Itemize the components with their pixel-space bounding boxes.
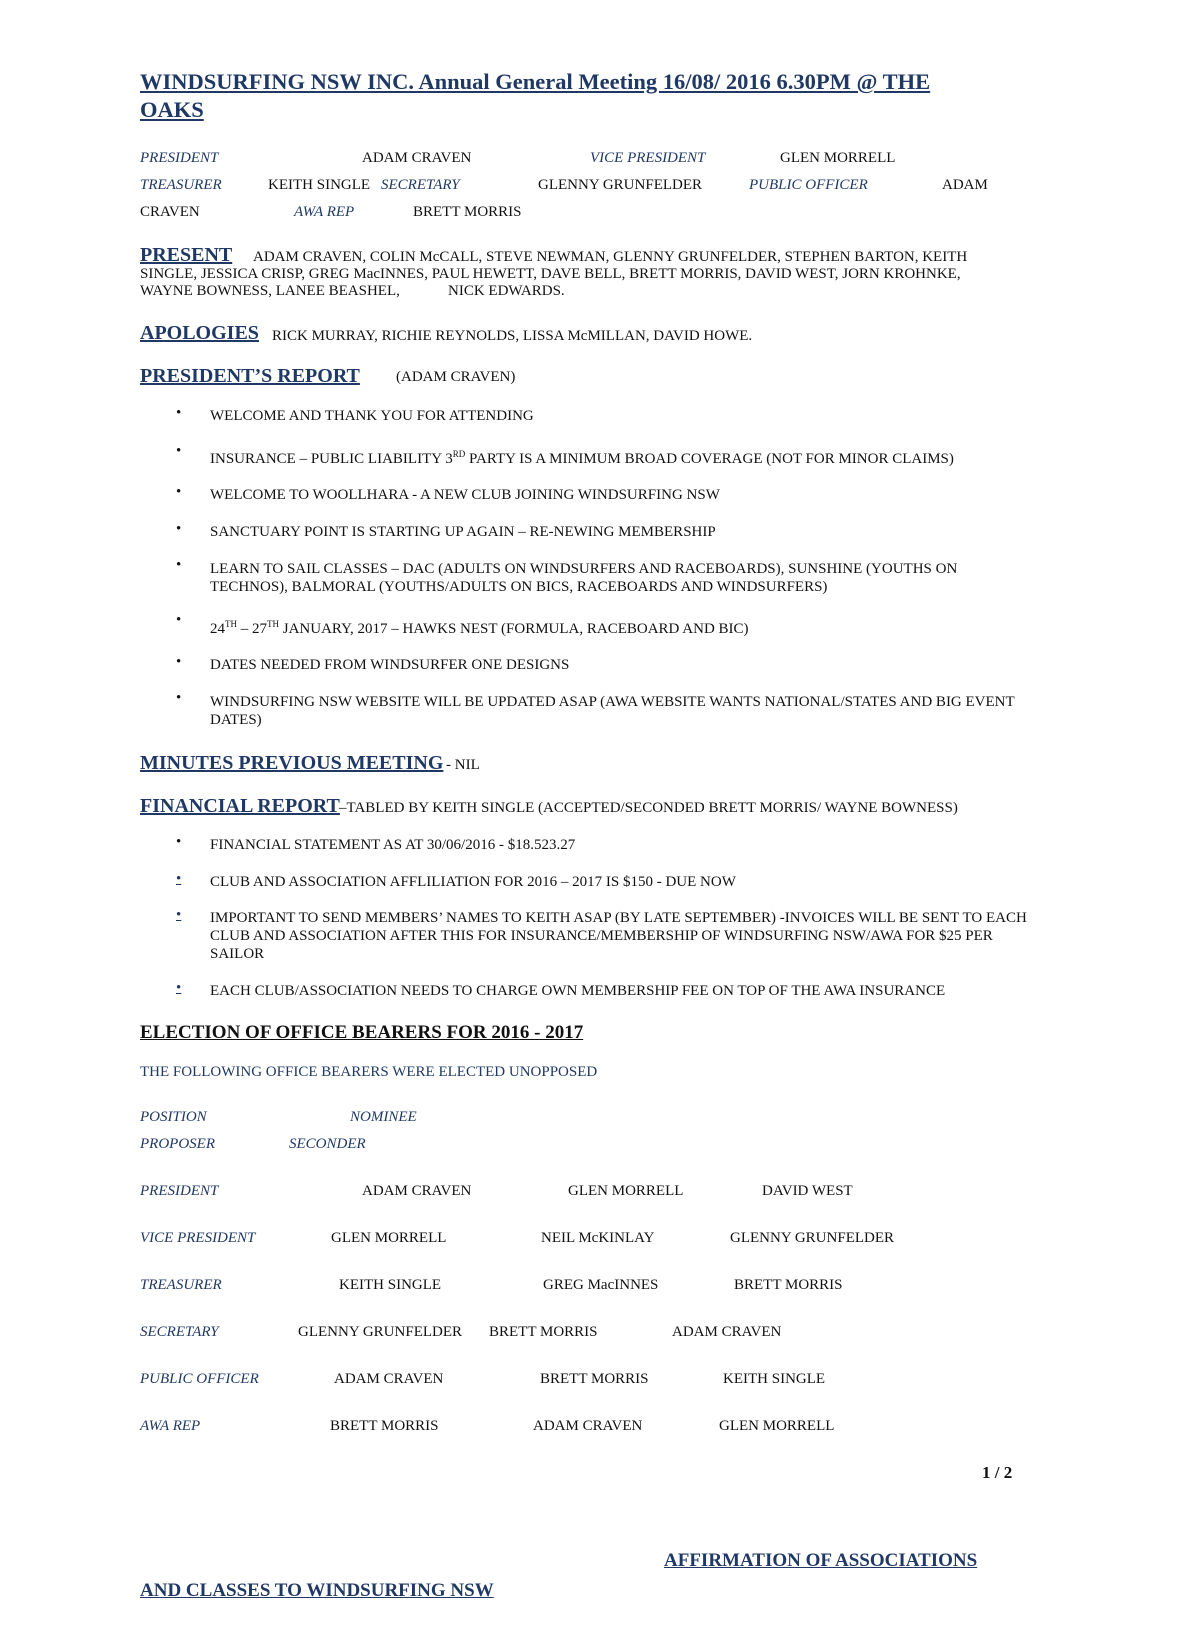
document-title-line1: WINDSURFING NSW INC. Annual General Meeting 16/08/ 2016 6.30PM @ THE — [140, 69, 931, 94]
bullet-icon: • — [176, 654, 182, 670]
minutes-heading: MINUTES PREVIOUS MEETING — [140, 752, 444, 774]
affirmation-heading-line2: AND CLASSES TO WINDSURFING NSW — [140, 1580, 494, 1601]
officer-awa-rep: BRETT MORRIS — [413, 204, 522, 220]
table-row-nominee: KEITH SINGLE — [339, 1277, 442, 1293]
report-item-5: LEARN TO SAIL CLASSES – DAC (ADULTS ON WINDSURFERS AND RACEBOARDS), SUNSHINE (YOUTHS ON TECHNOS), BALMORAL (YOUTHS/ADULTS ON BICS, RACEBOARDS AND WINDSURFERS) — [210, 561, 958, 595]
document-title-line2: OAKS — [140, 97, 204, 122]
officer-treasurer: KEITH SINGLE — [268, 177, 371, 193]
officer-label-awa-rep: AWA REP — [294, 204, 355, 220]
officer-public-officer-part1: ADAM — [942, 177, 988, 193]
table-row-seconder: KEITH SINGLE — [723, 1371, 826, 1387]
table-row-position: SECRETARY — [140, 1324, 219, 1340]
present-line3b: NICK EDWARDS. — [448, 283, 565, 299]
table-row-position: TREASURER — [140, 1277, 222, 1293]
table-row-seconder: BRETT MORRIS — [734, 1277, 843, 1293]
apologies-heading: APOLOGIES — [140, 322, 259, 344]
report-item-4: SANCTUARY POINT IS STARTING UP AGAIN – RE-NEWING MEMBERSHIP — [210, 524, 716, 540]
table-row-nominee: BRETT MORRIS — [330, 1418, 439, 1434]
financial-item-1: FINANCIAL STATEMENT AS AT 30/06/2016 - $18.523.27 — [210, 837, 576, 853]
table-row-position: PRESIDENT — [140, 1183, 219, 1199]
table-row-nominee: ADAM CRAVEN — [362, 1183, 472, 1199]
column-header-nominee: NOMINEE — [350, 1109, 417, 1125]
bullet-icon: • — [176, 871, 182, 887]
table-row-proposer: GREG MacINNES — [543, 1277, 659, 1293]
table-row-nominee: GLENNY GRUNFELDER — [298, 1324, 463, 1340]
officer-label-treasurer: TREASURER — [140, 177, 222, 193]
table-row-nominee: ADAM CRAVEN — [334, 1371, 444, 1387]
bullet-icon: • — [176, 521, 182, 537]
column-header-position: POSITION — [140, 1109, 207, 1125]
bullet-icon: • — [176, 612, 182, 628]
election-intro: THE FOLLOWING OFFICE BEARERS WERE ELECTED UNOPPOSED — [140, 1064, 598, 1080]
report-item-2: INSURANCE – PUBLIC LIABILITY 3RD PARTY IS A MINIMUM BROAD COVERAGE (NOT FOR MINOR CLAIMS) — [210, 449, 954, 467]
officer-label-vice-president: VICE PRESIDENT — [590, 150, 706, 166]
presidents-report-by: (ADAM CRAVEN) — [396, 369, 516, 385]
present-line1: ADAM CRAVEN, COLIN McCALL, STEVE NEWMAN, GLENNY GRUNFELDER, STEPHEN BARTON, KEITH — [253, 249, 968, 265]
officer-public-officer-part2: CRAVEN — [140, 204, 200, 220]
apologies-text: RICK MURRAY, RICHIE REYNOLDS, LISSA McMILLAN, DAVID HOWE. — [272, 328, 753, 344]
table-row-nominee: GLEN MORRELL — [331, 1230, 447, 1246]
officer-secretary: GLENNY GRUNFELDER — [538, 177, 703, 193]
bullet-icon: • — [176, 690, 182, 706]
officer-label-public-officer: PUBLIC OFFICER — [749, 177, 868, 193]
table-row-position: AWA REP — [140, 1418, 201, 1434]
bullet-icon: • — [176, 443, 182, 459]
report-item-7: DATES NEEDED FROM WINDSURFER ONE DESIGNS — [210, 657, 570, 673]
financial-item-4: EACH CLUB/ASSOCIATION NEEDS TO CHARGE OWN MEMBERSHIP FEE ON TOP OF THE AWA INSURANCE — [210, 983, 946, 999]
table-row-seconder: GLEN MORRELL — [719, 1418, 835, 1434]
bullet-icon: • — [176, 557, 182, 573]
table-row-proposer: ADAM CRAVEN — [533, 1418, 643, 1434]
table-row-proposer: BRETT MORRIS — [540, 1371, 649, 1387]
table-row-seconder: GLENNY GRUNFELDER — [730, 1230, 895, 1246]
table-row-proposer: BRETT MORRIS — [489, 1324, 598, 1340]
officer-vice-president: GLEN MORRELL — [780, 150, 896, 166]
bullet-icon: • — [176, 907, 182, 923]
bullet-icon: • — [176, 980, 182, 996]
present-line3a: WAYNE BOWNESS, LANEE BEASHEL, — [140, 283, 400, 299]
presidents-report-heading: PRESIDENT’S REPORT — [140, 365, 360, 387]
column-header-seconder: SECONDER — [289, 1136, 366, 1152]
election-heading: ELECTION OF OFFICE BEARERS FOR 2016 - 2017 — [140, 1022, 584, 1043]
report-item-1: WELCOME AND THANK YOU FOR ATTENDING — [210, 408, 534, 424]
bullet-icon: • — [176, 405, 182, 421]
bullet-icon: • — [176, 484, 182, 500]
present-line2: SINGLE, JESSICA CRISP, GREG MacINNES, PAUL HEWETT, DAVE BELL, BRETT MORRIS, DAVID WEST, JORN KROHNKE, — [140, 266, 961, 282]
table-row-seconder: DAVID WEST — [762, 1183, 853, 1199]
officer-label-president: PRESIDENT — [140, 150, 219, 166]
officer-president: ADAM CRAVEN — [362, 150, 472, 166]
column-header-proposer: PROPOSER — [140, 1136, 215, 1152]
bullet-icon: • — [176, 834, 182, 850]
report-item-6: 24TH – 27TH JANUARY, 2017 – HAWKS NEST (FORMULA, RACEBOARD AND BIC) — [210, 619, 749, 637]
report-item-3: WELCOME TO WOOLLHARA - A NEW CLUB JOINING WINDSURFING NSW — [210, 487, 720, 503]
page-number: 1 / 2 — [982, 1463, 1013, 1482]
table-row-position: PUBLIC OFFICER — [140, 1371, 259, 1387]
financial-item-2: CLUB AND ASSOCIATION AFFLILIATION FOR 2016 – 2017 IS $150 - DUE NOW — [210, 874, 736, 890]
financial-heading: FINANCIAL REPORT — [140, 795, 340, 817]
officer-label-secretary: SECRETARY — [381, 177, 460, 193]
financial-item-3: IMPORTANT TO SEND MEMBERS’ NAMES TO KEITH ASAP (BY LATE SEPTEMBER) -INVOICES WILL BE SENT TO EACH CLUB AND ASSOCIATION AFTER THIS FOR INSURANCE/MEMBERSHIP OF WINDSURFING NSW/AWA FOR $25 PER SAILOR — [210, 910, 1027, 962]
minutes-text: - NIL — [446, 757, 480, 773]
financial-text: –TABLED BY KEITH SINGLE (ACCEPTED/SECONDED BRETT MORRIS/ WAYNE BOWNESS) — [339, 800, 958, 816]
table-row-position: VICE PRESIDENT — [140, 1230, 256, 1246]
table-row-seconder: ADAM CRAVEN — [672, 1324, 782, 1340]
table-row-proposer: NEIL McKINLAY — [541, 1230, 655, 1246]
report-item-8: WINDSURFING NSW WEBSITE WILL BE UPDATED ASAP (AWA WEBSITE WANTS NATIONAL/STATES AND BIG EVENT DATES) — [210, 694, 1015, 728]
present-heading: PRESENT — [140, 244, 233, 266]
affirmation-heading-line1: AFFIRMATION OF ASSOCIATIONS — [664, 1550, 978, 1571]
table-row-proposer: GLEN MORRELL — [568, 1183, 684, 1199]
